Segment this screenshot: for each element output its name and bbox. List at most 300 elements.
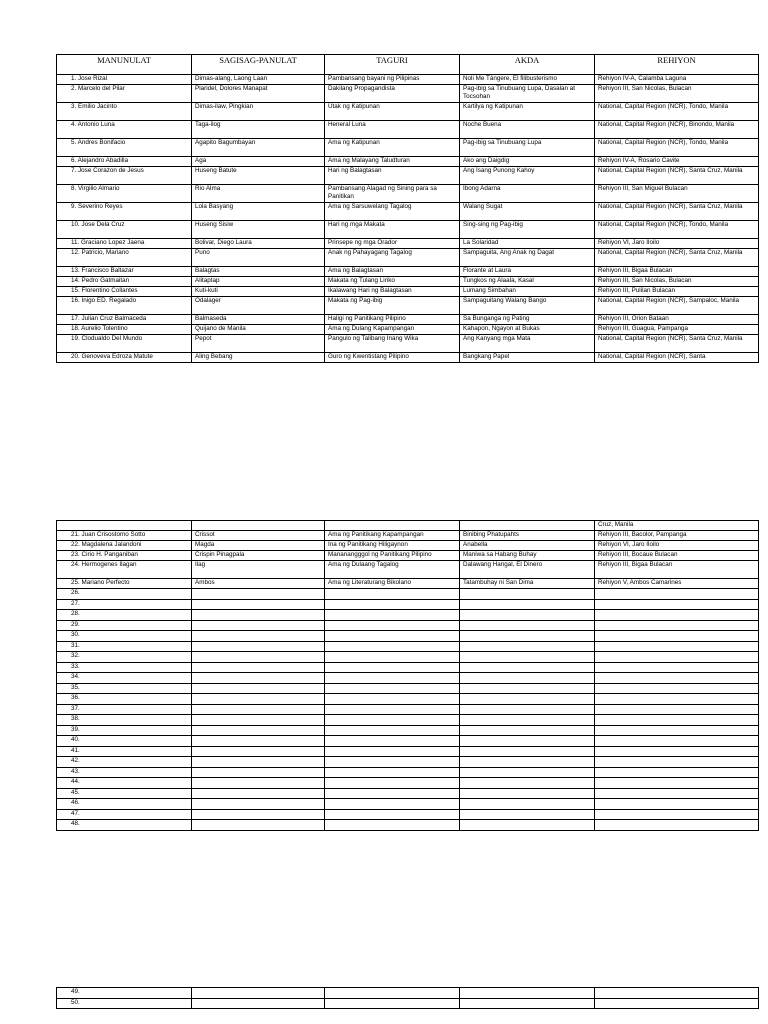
cell-pen-name: [192, 599, 325, 610]
row-number: 31.: [71, 641, 80, 649]
cell-title: Haligi ng Panitikang Pilipino: [325, 315, 460, 325]
cell-region: Rehiyon IV-A, Rosario Cavite: [595, 157, 759, 167]
cell-region: National, Capital Region (NCR), Santa Cruz, Manila: [595, 249, 759, 267]
row-number: 47.: [71, 809, 80, 817]
cell-work: Dalawang Hangal, El Dinero: [460, 561, 595, 579]
cell-writer: [57, 610, 192, 621]
cell-title: [325, 683, 460, 694]
cell-pen-name: [192, 998, 325, 1009]
cell-region: National, Capital Region (NCR), Sampaloc, Manila: [595, 297, 759, 315]
cell-title: Makata ng Tulang Liriko: [325, 277, 460, 287]
cell-region: [595, 715, 759, 726]
cell-title: Hari ng mga Makata: [325, 221, 460, 239]
cell-writer: [57, 736, 192, 747]
writers-table-page-2: [56, 520, 759, 831]
row-number: 49.: [71, 988, 80, 995]
cell-region: [595, 988, 759, 999]
row-number: 14.: [71, 277, 80, 284]
table-row: [57, 551, 759, 561]
row-number: 4.: [71, 121, 77, 128]
cell-region: [595, 788, 759, 799]
writer-name: Genoveva Edroza Matute: [81, 353, 153, 360]
cell-work: Ang Kanyang mga Mata: [460, 335, 595, 353]
cell-writer: [57, 641, 192, 652]
header-taguri: TAGURI: [325, 55, 460, 75]
cell-region: National, Capital Region (NCR), Santa: [595, 353, 759, 363]
cell-writer: [57, 704, 192, 715]
cell-title: [325, 662, 460, 673]
table-row: [57, 121, 759, 139]
row-number: 7.: [71, 167, 77, 174]
cell-writer: [57, 998, 192, 1009]
row-number: 20.: [71, 353, 80, 360]
table-row: [57, 297, 759, 315]
cell-work: Kahapon, Ngayon at Bukas: [460, 325, 595, 335]
cell-writer: [57, 757, 192, 768]
cell-work: Walang Sugat: [460, 203, 595, 221]
row-number: 13.: [71, 267, 80, 274]
cell-writer: [57, 315, 192, 325]
cell-writer: [57, 121, 192, 139]
cell-pen-name: Ilag: [192, 561, 325, 579]
writer-name: Severino Reyes: [78, 203, 123, 210]
row-number: 41.: [71, 746, 80, 754]
writer-name: Clodualdo Del Mundo: [81, 335, 143, 342]
cell-region: Rehiyon III, Bigaa Bulacan: [595, 561, 759, 579]
table-row: [57, 221, 759, 239]
cell-region: [595, 736, 759, 747]
cell-writer: [57, 75, 192, 85]
cell-region: [595, 746, 759, 757]
table-row: [57, 103, 759, 121]
row-number: 1.: [71, 75, 77, 82]
cell-pen-name: [192, 694, 325, 705]
cell-region: [595, 662, 759, 673]
cell-region: National, Capital Region (NCR), Santa Cruz, Manila: [595, 335, 759, 353]
cell-writer: [57, 715, 192, 726]
writers-table-page-1: [56, 54, 759, 363]
header-row: [57, 55, 759, 75]
cell-work: [460, 589, 595, 600]
header-sagisag-panulat: SAGISAG-PANULAT: [192, 55, 325, 75]
row-number: 39.: [71, 725, 80, 733]
cell-writer: [57, 988, 192, 999]
cell-work: Lumang Simbahan: [460, 287, 595, 297]
cell-pen-name: [192, 683, 325, 694]
cell-work: [460, 694, 595, 705]
table-row: [57, 353, 759, 363]
row-number: 36.: [71, 694, 80, 701]
cell-work: [460, 757, 595, 768]
cell-pen-name: [192, 799, 325, 810]
cell-title: [325, 788, 460, 799]
row-number: 32.: [71, 652, 80, 659]
cell-region: National, Capital Region (NCR), Binondo, Manila: [595, 121, 759, 139]
cell-writer: [57, 167, 192, 185]
row-number: 42.: [71, 757, 80, 764]
cell-work: Pag-ibig sa Tinubuang Lupa, Dasalan at Tocsohan: [460, 85, 595, 103]
table-row: [57, 599, 759, 610]
row-number: 50.: [71, 998, 80, 1006]
cell-work: [460, 610, 595, 621]
writer-name: Cirio H. Panganiban: [81, 551, 138, 558]
cell-title: Anak ng Pahayagang Tagalog: [325, 249, 460, 267]
cell-region: [595, 683, 759, 694]
cell-writer: [57, 325, 192, 335]
cell-region: [595, 620, 759, 631]
writer-name: Hermogenes Ilagan: [81, 561, 137, 568]
row-number: 8.: [71, 185, 77, 192]
writer-name: Mariano Perfecto: [81, 579, 130, 586]
table-row: [57, 157, 759, 167]
row-number: 22.: [71, 541, 80, 548]
cell-region: [595, 631, 759, 642]
cell-title: [325, 998, 460, 1009]
table-row: [57, 683, 759, 694]
row-number: 35.: [71, 683, 80, 691]
cell-region: [595, 998, 759, 1009]
cell-region: [595, 820, 759, 831]
writer-name: Inigo ED. Regalado: [81, 297, 137, 304]
cell-work: Bangkang Papel: [460, 353, 595, 363]
cell-pen-name: Aling Bebang: [192, 353, 325, 363]
cell-work: [460, 641, 595, 652]
cell-title: [325, 694, 460, 705]
cell-region: National, Capital Region (NCR), Tondo, Manila: [595, 103, 759, 121]
cell-pen-name: [192, 673, 325, 684]
cell-work: Binibing Phatupahts: [460, 531, 595, 541]
row-number: 2.: [71, 85, 77, 92]
cell-work: [460, 788, 595, 799]
cell-title: [325, 799, 460, 810]
cell-writer: [57, 673, 192, 684]
cell-pen-name: [192, 988, 325, 999]
cell-title: Ama ng Balagtasan: [325, 267, 460, 277]
cell-work: [460, 725, 595, 736]
cell-title: Ama ng Panitikang Kapampangan: [325, 531, 460, 541]
table-row: [57, 725, 759, 736]
table-row: [57, 541, 759, 551]
cell-work: [460, 778, 595, 789]
cell-region: [595, 767, 759, 778]
table-body-page-1: [57, 75, 759, 363]
cell-writer: [57, 694, 192, 705]
cell-title: Dakilang Propagandista: [325, 85, 460, 103]
writer-name: Magdalena Jalandoni: [81, 541, 142, 548]
cell-writer: [57, 249, 192, 267]
cell-title: Ama ng Malayang Taludturan: [325, 157, 460, 167]
cell-title: Pambansang bayani ng Pilipinas: [325, 75, 460, 85]
cell-title: Guro ng Kwentistang Pilipino: [325, 353, 460, 363]
cell-work: [460, 820, 595, 831]
cell-work: [460, 652, 595, 663]
header-akda: AKDA: [460, 55, 595, 75]
cell-region: Rehiyon III, Guagua, Pampanga: [595, 325, 759, 335]
cell-title: [325, 652, 460, 663]
table-body-page-3: [57, 988, 759, 1009]
cell-work: [460, 683, 595, 694]
cell-work: [460, 620, 595, 631]
cell-pen-name: [192, 746, 325, 757]
cell-region: Rehiyon III, Bacolor, Pampanga: [595, 531, 759, 541]
row-number: 33.: [71, 662, 80, 670]
row-number: 9.: [71, 203, 77, 210]
cell-pen-name: [192, 652, 325, 663]
table-row: [57, 239, 759, 249]
cell-title: [325, 521, 460, 531]
cell-pen-name: Plaridel, Dolores Manapat: [192, 85, 325, 103]
cell-region: Rehiyon V, Ambos Camarines: [595, 579, 759, 589]
cell-title: [325, 610, 460, 621]
cell-work: Maniwa sa Habang Buhay: [460, 551, 595, 561]
writer-name: Antonio Luna: [77, 121, 115, 128]
cell-work: Ibong Adarna: [460, 185, 595, 203]
cell-title: [325, 589, 460, 600]
writer-name: Graciano Lopez Jaena: [81, 239, 145, 246]
cell-region: National, Capital Region (NCR), Tondo, Manila: [595, 139, 759, 157]
table-row: [57, 673, 759, 684]
cell-region: National, Capital Region (NCR), Santa Cruz, Manila: [595, 167, 759, 185]
cell-work: Tungkos ng Alaala, Kasal: [460, 277, 595, 287]
cell-writer: [57, 541, 192, 551]
row-number: 21.: [71, 531, 80, 538]
table-row: [57, 531, 759, 541]
cell-writer: [57, 551, 192, 561]
table-row: [57, 767, 759, 778]
cell-pen-name: [192, 641, 325, 652]
cell-pen-name: Alitaptap: [192, 277, 325, 287]
cell-writer: [57, 185, 192, 203]
header-manunulat: MANUNULAT: [57, 55, 192, 75]
cell-title: Utak ng Katipunan: [325, 103, 460, 121]
cell-work: Sa Bunganga ng Pating: [460, 315, 595, 325]
cell-pen-name: Balagtas: [192, 267, 325, 277]
cell-pen-name: [192, 589, 325, 600]
row-number: 19.: [71, 335, 80, 342]
row-number: 28.: [71, 610, 80, 617]
cell-work: [460, 746, 595, 757]
cell-writer: [57, 599, 192, 610]
cell-writer: [57, 799, 192, 810]
cell-writer: [57, 221, 192, 239]
cell-region: [595, 799, 759, 810]
row-number: 29.: [71, 620, 80, 628]
cell-title: [325, 746, 460, 757]
row-number: 15.: [71, 287, 80, 294]
cell-pen-name: [192, 610, 325, 621]
cell-work: Noli Me Tángere, El filibusterismo: [460, 75, 595, 85]
cell-region: Rehiyon IV-A, Calamba Laguna: [595, 75, 759, 85]
cell-title: [325, 641, 460, 652]
cell-work: Noche Buena: [460, 121, 595, 139]
row-number: 11.: [71, 239, 80, 246]
table-row: [57, 694, 759, 705]
cell-writer: [57, 662, 192, 673]
cell-pen-name: [192, 631, 325, 642]
cell-work: [460, 599, 595, 610]
cell-pen-name: Puno: [192, 249, 325, 267]
table-row: [57, 167, 759, 185]
cell-region: [595, 673, 759, 684]
cell-work: La Solaridad: [460, 239, 595, 249]
writer-name: Patricio, Mariano: [81, 249, 129, 256]
cell-title: [325, 631, 460, 642]
header-rehiyon: REHIYON: [595, 55, 759, 75]
table-row: [57, 778, 759, 789]
cell-work: [460, 662, 595, 673]
cell-title: Ama ng Literaturang Bikolano: [325, 579, 460, 589]
cell-title: [325, 757, 460, 768]
cell-pen-name: Odalager: [192, 297, 325, 315]
cell-pen-name: [192, 809, 325, 820]
table-row: [57, 662, 759, 673]
cell-pen-name: [192, 788, 325, 799]
writer-name: Marcelo del Pilar: [78, 85, 125, 92]
cell-writer: [57, 820, 192, 831]
row-number: 24.: [71, 561, 80, 568]
cell-region: [595, 725, 759, 736]
cell-pen-name: Dimas-ilaw, Pingkian: [192, 103, 325, 121]
table-row: [57, 809, 759, 820]
cell-writer: [57, 778, 192, 789]
cell-title: Ama ng Sarsuwelang Tagalog: [325, 203, 460, 221]
writer-name: Jose Dela Cruz: [81, 221, 125, 228]
cell-title: [325, 820, 460, 831]
cell-work: Tatambuhay ni San Dima: [460, 579, 595, 589]
cell-pen-name: Quijano de Manila: [192, 325, 325, 335]
cell-writer: [57, 725, 192, 736]
cell-work: Kartilya ng Katipunan: [460, 103, 595, 121]
row-number: 12.: [71, 249, 80, 256]
cell-pen-name: [192, 704, 325, 715]
table-row: [57, 788, 759, 799]
table-row: [57, 335, 759, 353]
cell-title: [325, 809, 460, 820]
row-number: 27.: [71, 599, 80, 607]
cell-pen-name: Magda: [192, 541, 325, 551]
cell-title: Ina ng Panitikang Hiligaynon: [325, 541, 460, 551]
cell-work: [460, 799, 595, 810]
table-row: [57, 757, 759, 768]
table-row: [57, 746, 759, 757]
table-row: [57, 736, 759, 747]
cell-title: [325, 673, 460, 684]
cell-writer: [57, 561, 192, 579]
writer-name: Aurelio Tolentino: [81, 325, 128, 332]
row-number: 5.: [71, 139, 77, 146]
cell-region: [595, 757, 759, 768]
cell-work: Pag-ibig sa Tinubuang Lupa: [460, 139, 595, 157]
cell-region: [595, 599, 759, 610]
cell-title: Ama ng Dulang Kapampangan: [325, 325, 460, 335]
cell-region: Rehiyon III, Bigaa Bulacan: [595, 267, 759, 277]
row-number: 40.: [71, 736, 80, 743]
cell-region: Cruz, Manila: [595, 521, 759, 531]
cell-title: Ama ng Katipunan: [325, 139, 460, 157]
cell-pen-name: Agapito Bagumbayan: [192, 139, 325, 157]
cell-region: Rehiyon VI, Jaro Iloilo: [595, 541, 759, 551]
cell-work: [460, 998, 595, 1009]
table-row: [57, 267, 759, 277]
row-number: 3.: [71, 103, 77, 110]
cell-work: [460, 767, 595, 778]
cell-writer: [57, 287, 192, 297]
row-number: 26.: [71, 589, 80, 596]
cell-writer: [57, 239, 192, 249]
cell-writer: [57, 631, 192, 642]
row-number: 16.: [71, 297, 80, 304]
table-row: [57, 579, 759, 589]
table-row: [57, 620, 759, 631]
cell-pen-name: Aga: [192, 157, 325, 167]
cell-title: [325, 599, 460, 610]
cell-work: Sampaguitang Walang Bango: [460, 297, 595, 315]
table-row: [57, 631, 759, 642]
table-row: [57, 715, 759, 726]
cell-region: Rehiyon III, San Nicolas, Bulacan: [595, 85, 759, 103]
row-number: 37.: [71, 704, 80, 712]
cell-pen-name: Taga-ilog: [192, 121, 325, 139]
cell-writer: [57, 589, 192, 600]
cell-pen-name: Kuti-kuti: [192, 287, 325, 297]
cell-pen-name: Rio Alma: [192, 185, 325, 203]
cell-title: [325, 704, 460, 715]
cell-title: [325, 988, 460, 999]
cell-writer: [57, 652, 192, 663]
cell-pen-name: [192, 521, 325, 531]
cell-pen-name: Crispin Pinagpala: [192, 551, 325, 561]
row-number: 17.: [71, 315, 80, 322]
cell-pen-name: Crissot: [192, 531, 325, 541]
cell-title: Pangulo ng Talibang Inang Wika: [325, 335, 460, 353]
cell-writer: [57, 683, 192, 694]
cell-pen-name: Lola Basyang: [192, 203, 325, 221]
cell-writer: [57, 157, 192, 167]
cell-pen-name: [192, 715, 325, 726]
cell-region: Rehiyon III, San Nicolas, Bulacan: [595, 277, 759, 287]
cell-pen-name: [192, 725, 325, 736]
writer-name: Florentino Collantes: [81, 287, 138, 294]
cell-writer: [57, 103, 192, 121]
cell-writer: [57, 335, 192, 353]
table-row: [57, 998, 759, 1009]
cell-pen-name: [192, 778, 325, 789]
table-row: [57, 988, 759, 999]
cell-writer: [57, 620, 192, 631]
cell-work: Ako ang Daigdig: [460, 157, 595, 167]
cell-pen-name: [192, 767, 325, 778]
table-row: [57, 185, 759, 203]
cell-writer: [57, 297, 192, 315]
cell-writer: [57, 277, 192, 287]
cell-pen-name: [192, 736, 325, 747]
table-row: [57, 652, 759, 663]
table-row: [57, 704, 759, 715]
row-number: 48.: [71, 820, 80, 827]
writer-name: Andres Bonifacio: [77, 139, 126, 146]
table-row: [57, 277, 759, 287]
cell-pen-name: Huseng Sisiw: [192, 221, 325, 239]
cell-work: Sampaguita, Ang Anak ng Dagat: [460, 249, 595, 267]
table-row: [57, 203, 759, 221]
cell-pen-name: Bolivar, Diego Laura: [192, 239, 325, 249]
table-row: [57, 610, 759, 621]
writer-name: Juan Crisostomo Sotto: [81, 531, 146, 538]
cell-title: [325, 767, 460, 778]
cell-work: [460, 631, 595, 642]
cell-title: [325, 725, 460, 736]
cell-writer: [57, 788, 192, 799]
